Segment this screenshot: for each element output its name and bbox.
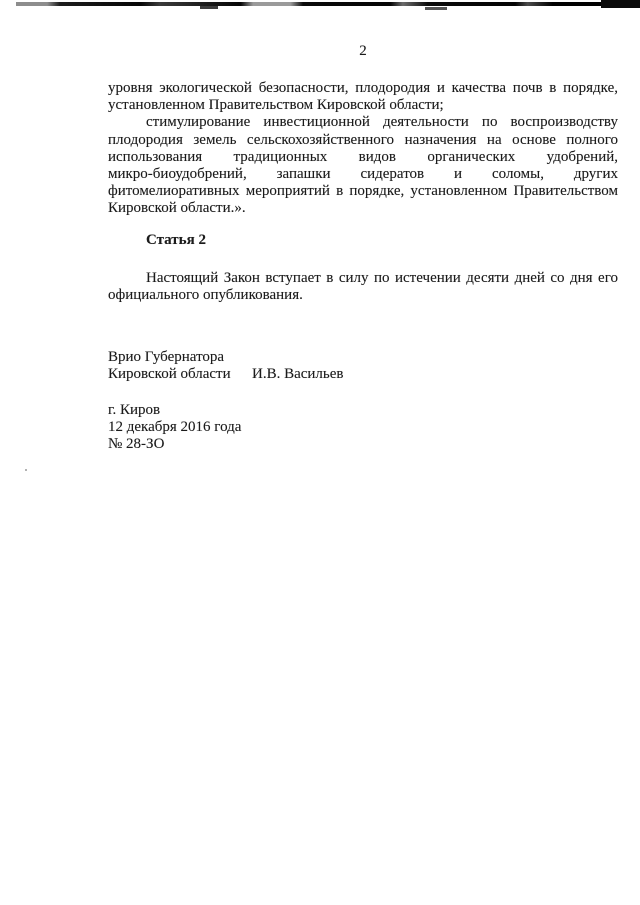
- scan-artifact-tick: [200, 6, 218, 9]
- issuance-number: № 28-ЗО: [108, 436, 165, 453]
- signatory-title-line: [108, 366, 618, 383]
- text-line: плодородия земель сельскохозяйственного назначения на основе полного: [108, 131, 618, 148]
- text-line: фитомелиоративных мероприятий в порядке, установленном Правительством: [108, 183, 618, 200]
- article-heading: Статья 2: [146, 232, 206, 248]
- text-line: микро-биоудобрений, запашки сидератов и соломы, других: [108, 166, 618, 183]
- issuance-block: [108, 402, 618, 454]
- page-number: 2: [359, 43, 367, 59]
- text-line: официального опубликования.: [108, 287, 303, 304]
- scan-artifact-top-right: [601, 0, 640, 8]
- text-line: стимулирование инвестиционной деятельности по воспроизводству: [146, 114, 618, 131]
- issuance-place: г. Киров: [108, 402, 161, 418]
- text-line: уровня экологической безопасности, плодородия и качества почв в порядке,: [108, 80, 618, 96]
- text-line: установленном Правительством Кировской области;: [108, 97, 444, 114]
- text-line: Настоящий Закон вступает в силу по истечении десяти дней со дня его: [146, 270, 618, 286]
- signatory-name: И.В. Васильев: [252, 366, 344, 383]
- scan-artifact-tick: [425, 7, 447, 10]
- signature-block: [108, 349, 618, 383]
- article-heading-block: [108, 232, 618, 249]
- scan-artifact-top-line: [16, 2, 640, 6]
- issuance-date: 12 декабря 2016 года: [108, 419, 242, 436]
- text-line: Кировской области.».: [108, 200, 246, 217]
- paragraph-continuation: [108, 80, 618, 218]
- signatory-title-line: Врио Губернатора: [108, 349, 225, 365]
- article-body: [108, 270, 618, 304]
- text-line: использования традиционных видов органических удобрений,: [108, 148, 618, 165]
- signatory-title-text: Кировской области: [108, 366, 231, 383]
- scan-speck: [25, 469, 27, 471]
